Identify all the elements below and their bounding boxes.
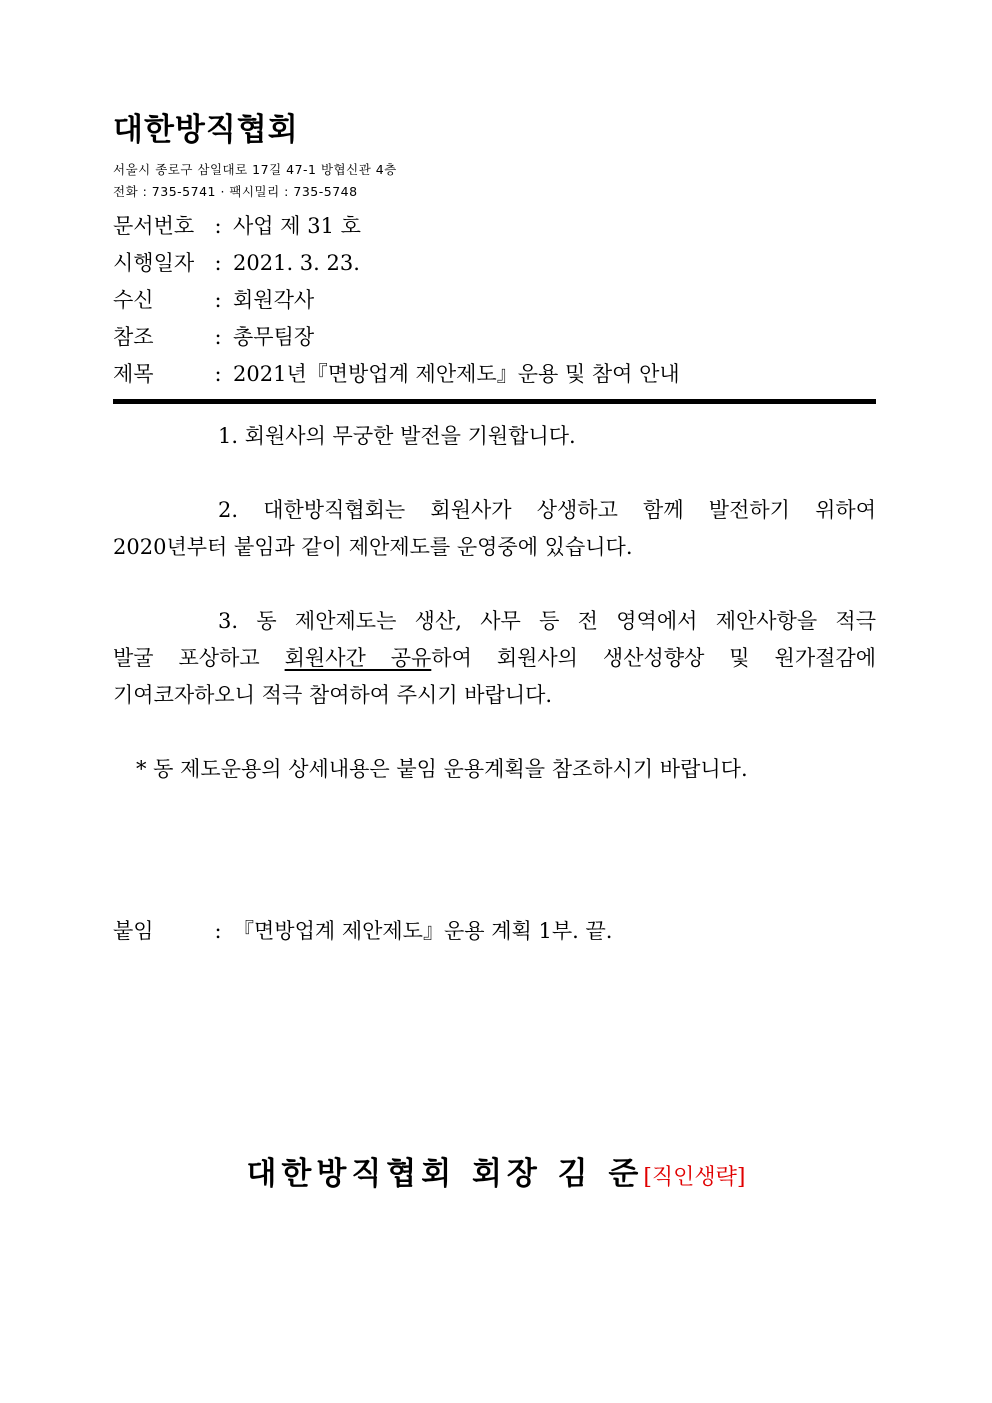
meta-date: [113, 248, 360, 278]
attachment-label: 붙임: [113, 919, 154, 943]
meta-recipient-value: 회원각사: [233, 288, 315, 312]
meta-recipient: [113, 285, 314, 315]
meta-colon: :: [214, 325, 222, 349]
meta-reference-value: 총무팀장: [233, 325, 315, 349]
meta-subject: [113, 359, 680, 389]
paragraph-3-line-3: 기여코자하오니 적극 참여하여 주시기 바랍니다.: [113, 683, 553, 707]
paragraph-1: 1. 회원사의 무궁한 발전을 기원합니다.: [218, 424, 576, 448]
attachment-colon: :: [214, 919, 222, 943]
paragraph-2-line-2: 2020년부터 붙임과 같이 제안제도를 운영중에 있습니다.: [113, 535, 633, 559]
attachment-line: [113, 913, 612, 950]
meta-doc-number-label: 문서번호: [113, 214, 195, 238]
meta-doc-number: [113, 211, 361, 241]
note-line: * 동 제도운용의 상세내용은 붙임 운용계획을 참조하시기 바랍니다.: [136, 757, 748, 781]
attachment-value: 『면방업계 제안제도』운용 계획 1부. 끝.: [233, 919, 613, 943]
seal-omitted: [직인생략]: [643, 1165, 746, 1190]
paragraph-3-line-2-post: 하여 회원사의 생산성향상 및 원가절감에: [431, 646, 876, 670]
meta-date-value: 2021. 3. 23.: [233, 251, 360, 275]
meta-subject-value: 2021년『면방업계 제안제도』운용 및 참여 안내: [233, 362, 680, 386]
meta-colon: :: [214, 214, 222, 238]
meta-doc-number-value: 사업 제 31 호: [233, 214, 361, 238]
meta-colon: :: [214, 288, 222, 312]
org-title: 대한방직협회: [113, 112, 299, 148]
paragraph-3-line-2-pre: 발굴 포상하고: [113, 646, 285, 670]
paragraph-3-line-2: [113, 640, 876, 677]
paragraph-3-line-1: 3. 동 제안제도는 생산, 사무 등 전 영역에서 제안사항을 적극: [218, 609, 876, 633]
meta-colon: :: [214, 362, 222, 386]
signature-block: [0, 1148, 992, 1193]
signature-text: 대한방직협회 회장 김 준: [246, 1156, 644, 1192]
org-contact: 전화 : 735-5741 · 팩시밀리 : 735-5748: [113, 184, 358, 199]
org-address: 서울시 종로구 삼일대로 17길 47-1 방협신관 4층: [113, 162, 397, 177]
meta-date-label: 시행일자: [113, 251, 195, 275]
meta-reference: [113, 322, 314, 352]
meta-reference-label: 참조: [113, 325, 154, 349]
underlined-phrase: 회원사간 공유: [284, 646, 432, 670]
meta-subject-label: 제목: [113, 362, 154, 386]
header-divider: [113, 399, 876, 404]
paragraph-2-line-1: 2. 대한방직협회는 회원사가 상생하고 함께 발전하기 위하여: [218, 498, 876, 522]
meta-recipient-label: 수신: [113, 288, 154, 312]
meta-colon: :: [214, 251, 222, 275]
